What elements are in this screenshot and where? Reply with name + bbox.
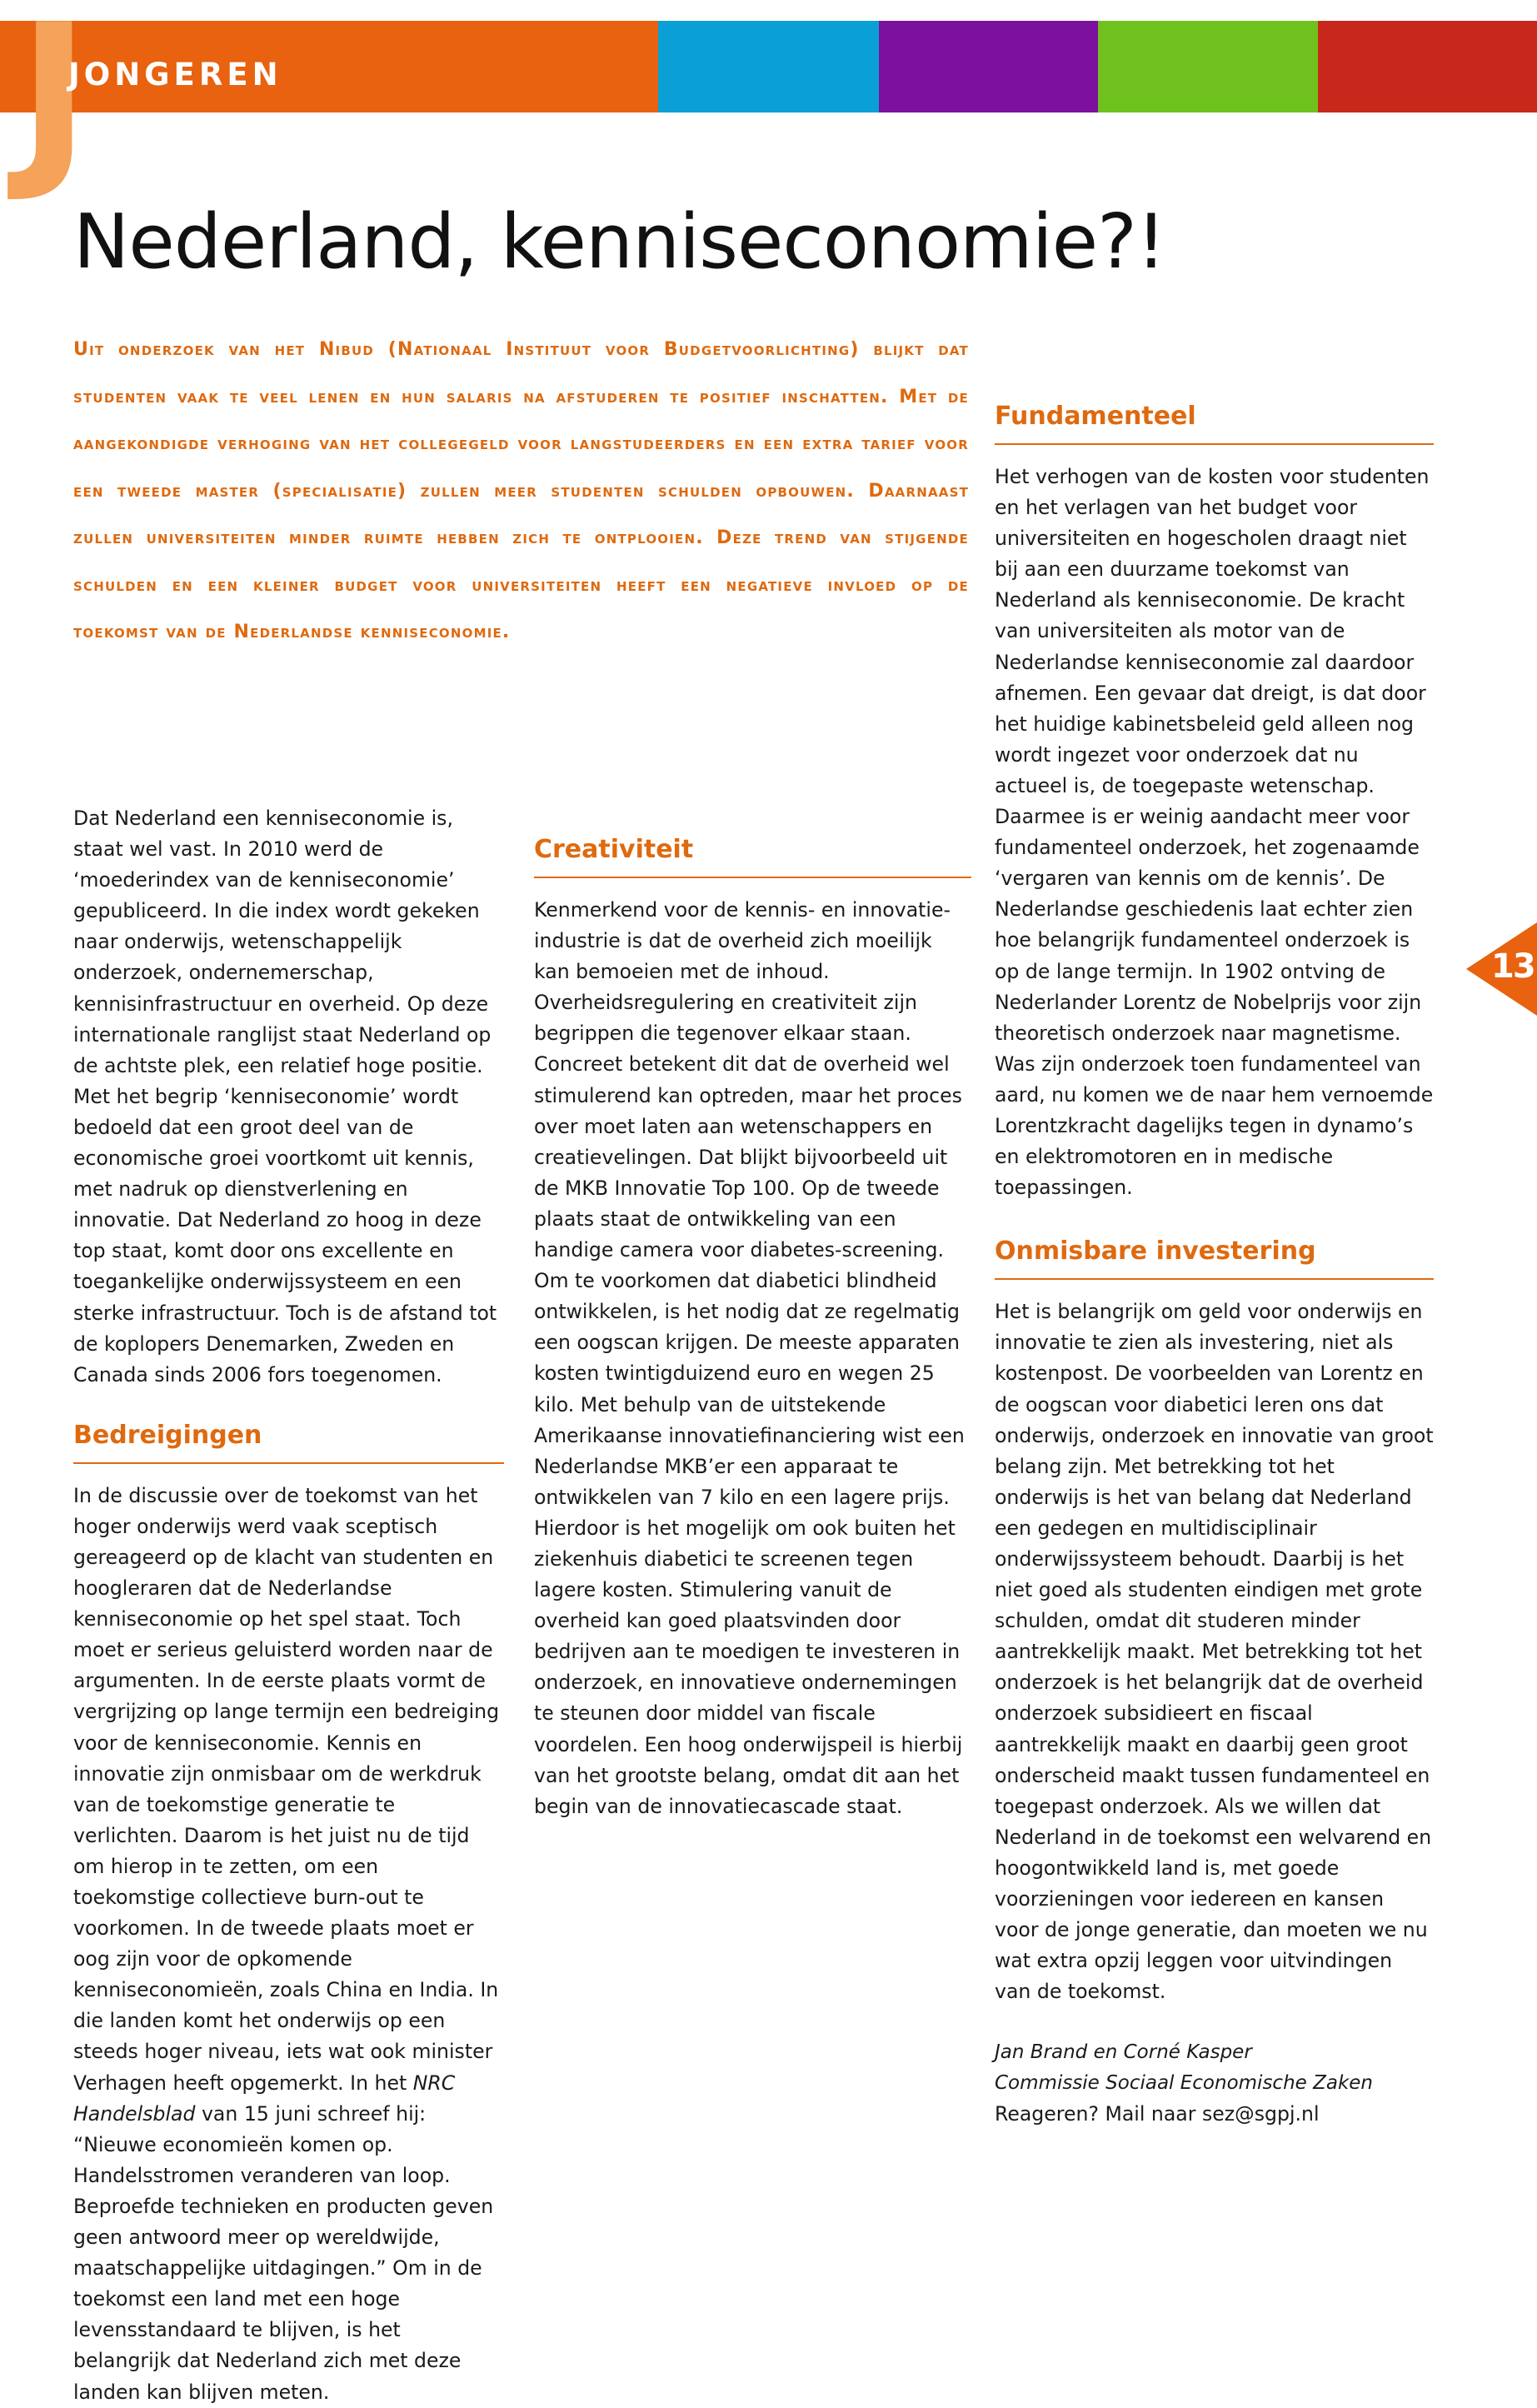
bedreigingen-text: In de discussie over de toekomst van het hoger onderwijs werd vaak sceptisch gereageerd op de klacht van studenten en hoogleraren dat de Nederlandse kenniseconomie op het spel staat. Toch moet er serieus geluisterd worden naar de argumenten. In de eerste plaats vormt de vergrijzing op lange termijn een bedreiging voor de kenniseconomie. Kennis en innovatie zijn onmisbaar om de werkdruk van de toekomstige generatie te verlichten. Daarom is het juist nu de tijd om hierop in te zetten, om een toekomstige collectieve burn-out te voorkomen. In de tweede plaats moet er oog zijn voor de opkomende kenniseconomieën, zoals China en India. In die landen komt het onderwijs op een steeds hoger niveau, iets wat ook minister Verhagen heeft opgemerkt. In het: [73, 1483, 500, 2095]
column-2: [534, 803, 971, 1822]
author-committee: Commissie Sociaal Economische Zaken: [995, 2072, 1374, 2095]
intro-paragraph: Dat Nederland een kenniseconomie is, staat wel vast. In 2010 werd de ‘moederindex van de kenniseconomie’ gepubliceerd. In die index wordt gekeken naar onderwijs, wetenschappelijk onderzoek, ondernemerschap, kennisinfrastructuur en overheid. Op deze internationale ranglijst staat Nederland op de achtste plek, een relatief hoge positie. Met het begrip ‘kenniseconomie’ wordt bedoeld dat een groot deel van de economische groei voortkomt uit kennis, met nadruk op dienstverlening en innovatie. Dat Nederland zo hoog in deze top staat, komt door ons excellente en toegankelijke onderwijssysteem en een sterke infrastructuur. Toch is de afstand tot de koplopers Denemarken, Zweden en Canada sinds 2006 fors toegenomen.: [73, 807, 497, 1386]
author-names: Jan Brand en Corné Kasper: [995, 2041, 1252, 2064]
reply-email-link[interactable]: sez@sgpj.nl: [1201, 2102, 1320, 2126]
column-1: [73, 803, 504, 2408]
bedreigingen-paragraph: [73, 1481, 504, 2408]
heading-bedreigingen: Bedreigingen: [73, 1421, 504, 1464]
heading-onmisbare-investering: Onmisbare investering: [995, 1236, 1434, 1280]
reply-label: Reageren? Mail naar: [995, 2102, 1202, 2126]
article-title: Nederland, kenniseconomie?!: [73, 198, 1165, 286]
reply-line: [995, 2099, 1434, 2130]
band-segment-red: [1318, 21, 1537, 112]
bedreigingen-text-continued: van 15 juni schreef hij: “Nieuwe economieën komen op. Handelsstromen veranderen van loop. Beproefde technieken en producten geven geen antwoord meer op wereldwijde, maatschappelijke uitdagingen.” Om in de toekomst een land met een hoge levensstandaard te blijven, is het belangrijk dat Nederland zich met deze landen kan blijven meten.: [73, 2101, 494, 2404]
heading-creativiteit: Creativiteit: [534, 835, 971, 878]
article-lead: Uit onderzoek van het Nibud (Nationaal Instituut voor Budgetvoorlichting) blijkt dat studenten vaak te veel lenen en hun salaris na afstuderen te positief inschatten. Met de aangekondigde verhoging van het collegegeld voor langstudeerders en een extra tarief voor een tweede master (specialisatie) zullen meer studenten schulden opbouwen. Daarnaast zullen universiteiten minder ruimte hebben zich te ontplooien. Deze trend van stijgende schulden en een kleiner budget voor universiteiten heeft een negatieve invloed op de toekomst van de Nederlandse kenniseconomie.: [73, 339, 969, 642]
column-3: [995, 402, 1434, 2131]
fundamenteel-paragraph: Het verhogen van de kosten voor studenten en het verlagen van het budget voor universiteiten en hogescholen draagt niet bij aan een duurzame toekomst van Nederland als kenniseconomie. De kracht van universiteiten als motor van de Nederlandse kenniseconomie zal daardoor afnemen. Een gevaar dat dreigt, is dat door het huidige kabinetsbeleid geld alleen nog wordt ingezet voor onderzoek dat nu actueel is, de toegepaste wetenschap. Daarmee is er weinig aandacht meer voor fundamenteel onderzoek, het zogenaamde ‘vergaren van kennis om de kennis’. De Nederlandse geschiedenis laat echter zien hoe belangrijk fundamenteel onderzoek is op de lange termijn. In 1902 ontving de Nederlander Lorentz de Nobelprijs voor zijn theoretisch onderzoek naar magnetisme. Was zijn onderzoek toen fundamenteel van aard, nu komen we de naar hem vernoemde Lorentzkracht dagelijks tegen in dynamo’s en elektromotoren en in medische toepassingen.: [995, 465, 1434, 1200]
signature: [995, 2037, 1434, 2099]
section-label: JONGEREN: [68, 57, 282, 92]
section-initial: J: [18, 0, 85, 207]
newspaper-name: NRC Handelsblad: [73, 2071, 456, 2126]
page-number: 13: [1491, 947, 1535, 986]
band-segment-purple: [879, 21, 1098, 112]
creativiteit-paragraph: Kenmerkend voor de kennis- en innovatie-industrie is dat de overheid zich moeilijk kan bemoeien met de inhoud. Overheidsregulering en creativiteit zijn begrippen die tegenover elkaar staan. Concreet betekent dit dat de overheid wel stimulerend kan optreden, maar het proces over moet laten aan wetenschappers en creatievelingen. Dat blijkt bijvoorbeeld uit de MKB Innovatie Top 100. Op de tweede plaats staat de ontwikkeling van een handige camera voor diabetes-screening. Om te voorkomen dat diabetici blindheid ontwikkelen, is het nodig dat ze regelmatig een oogscan krijgen. De meeste apparaten kosten twintigduizend euro en wegen 25 kilo. Met behulp van de uitstekende Amerikaanse innovatiefinanciering wist een Nederlandse MKB’er een apparaat te ontwikkelen van 7 kilo en een lagere prijs. Hierdoor is het mogelijk om ook buiten het ziekenhuis diabetici te screenen tegen lagere kosten. Stimulering vanuit de overheid kan goed plaatsvinden door bedrijven aan te moedigen te investeren in onderzoek, en innovatieve ondernemingen te steunen door middel van fiscale voordelen. Een hoog onderwijspeil is hierbij van het grootste belang, omdat dit aan het begin van de innovatiecascade staat.: [534, 898, 965, 1818]
band-segment-green: [1098, 21, 1318, 112]
heading-fundamenteel: Fundamenteel: [995, 402, 1434, 445]
band-segment-blue: [658, 21, 879, 112]
investering-paragraph: Het is belangrijk om geld voor onderwijs en innovatie te zien als investering, niet als kostenpost. De voorbeelden van Lorentz en de oogscan voor diabetici leren ons dat onderwijs, onderzoek en innovatie van groot belang zijn. Met betrekking tot het onderwijs is het van belang dat Nederland een gedegen en multidisciplinair onderwijssysteem behoudt. Daarbij is het niet goed als studenten eindigen met grote schulden, omdat dit studeren minder aantrekkelijk maakt. Met betrekking tot het onderzoek is het belangrijk dat de overheid onderzoek subsidieert en fiscaal aantrekkelijk maakt en daarbij geen groot onderscheid maakt tussen fundamenteel en toegepast onderzoek. Als we willen dat Nederland in de toekomst een welvarend en hoogontwikkeld land is, met goede voorzieningen voor iedereen en kansen voor de jonge generatie, dan moeten we nu wat extra opzij leggen voor uitvindingen van de toekomst.: [995, 1300, 1434, 2004]
